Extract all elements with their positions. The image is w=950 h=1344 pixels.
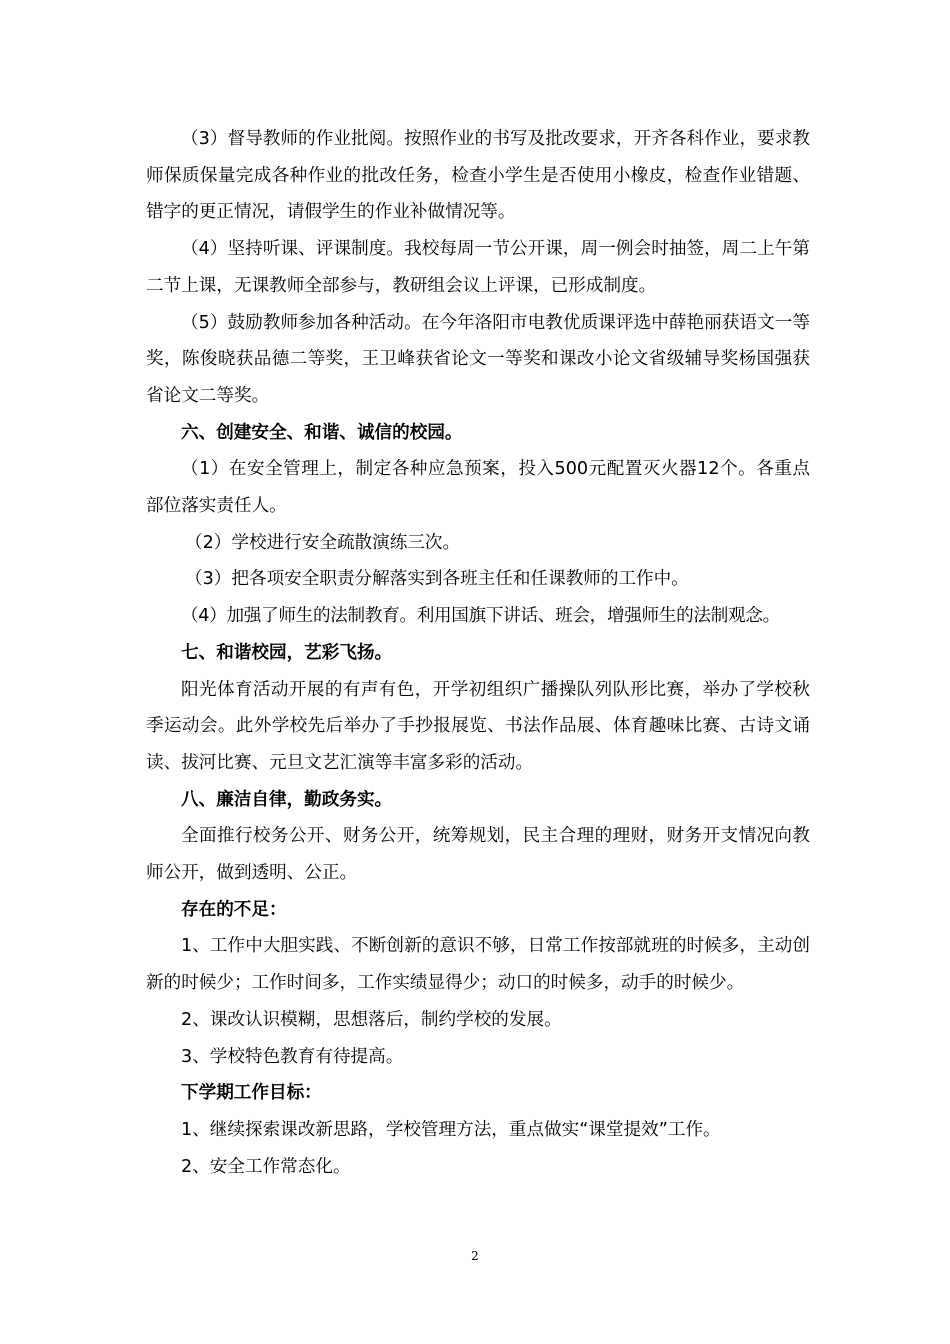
paragraph-evacuation-drill: （2）学校进行安全疏散演练三次。 <box>185 532 461 553</box>
heading-harmonious-campus: 七、和谐校园，艺彩飞扬。 <box>181 642 393 663</box>
paragraph-goal-2: 2、安全工作常态化。 <box>181 1156 351 1177</box>
paragraph-shortcoming-2: 2、课改认识模糊，思想落后，制约学校的发展。 <box>181 1009 562 1030</box>
paragraph-shortcoming-3: 3、学校特色教育有待提高。 <box>181 1046 404 1067</box>
paragraph-safety-duties: （3）把各项安全职责分解落实到各班主任和任课教师的工作中。 <box>185 569 689 590</box>
heading-integrity: 八、廉洁自律，勤政务实。 <box>181 789 393 810</box>
document-page <box>146 121 810 1185</box>
paragraph-teacher-activities: （5）鼓励教师参加各种活动。在今年洛阳市电教优质课评选中薛艳丽获语文一等奖，陈俊晓获品德二等奖，王卫峰获省论文一等奖和课改小论文省级辅导奖杨国强获省论文二等奖。 <box>146 312 810 406</box>
paragraph-goal-1: 1、继续探索课改新思路，学校管理方法，重点做实“课堂提效”工作。 <box>181 1119 721 1140</box>
paragraph-safety-management: （1）在安全管理上，制定各种应急预案，投入500元配置灭火器12个。各重点部位落实责任人。 <box>146 459 810 517</box>
heading-safe-campus: 六、创建安全、和谐、诚信的校园。 <box>181 422 463 443</box>
paragraph-lecture-evaluation: （4）坚持听课、评课制度。我校每周一节公开课，周一例会时抽签，周二上午第二节上课，无课教师全部参与，教研组会议上评课，已形成制度。 <box>146 239 810 296</box>
paragraph-sports-activities: 阳光体育活动开展的有声有色，开学初组织广播操队列队形比赛，举办了学校秋季运动会。此外学校先后举办了手抄报展览、书法作品展、体育趣味比赛、古诗文诵读、拔河比赛、元旦文艺汇演等丰富多彩的活动。 <box>146 679 810 773</box>
paragraph-open-affairs: 全面推行校务公开、财务公开，统筹规划，民主合理的理财，财务开支情况向教师公开，做到透明、公正。 <box>146 826 810 884</box>
heading-shortcomings: 存在的不足： <box>181 899 287 920</box>
page-number: 2 <box>471 1249 479 1263</box>
paragraph-legal-education: （4）加强了师生的法制教育。利用国旗下讲话、班会，增强师生的法制观念。 <box>181 606 780 627</box>
heading-next-term-goals: 下学期工作目标： <box>181 1083 322 1104</box>
paragraph-shortcoming-1: 1、工作中大胆实践、不断创新的意识不够，日常工作按部就班的时候多，主动创新的时候少；工作时间多，工作实绩显得少；动口的时候多，动手的时候少。 <box>146 936 810 994</box>
paragraph-homework-supervision: （3）督导教师的作业批阅。按照作业的书写及批改要求，开齐各科作业，要求教师保质保量完成各种作业的批改任务，检查小学生是否使用小橡皮，检查作业错题、错字的更正情况，请假学生的作业补做情况等。 <box>146 129 810 223</box>
